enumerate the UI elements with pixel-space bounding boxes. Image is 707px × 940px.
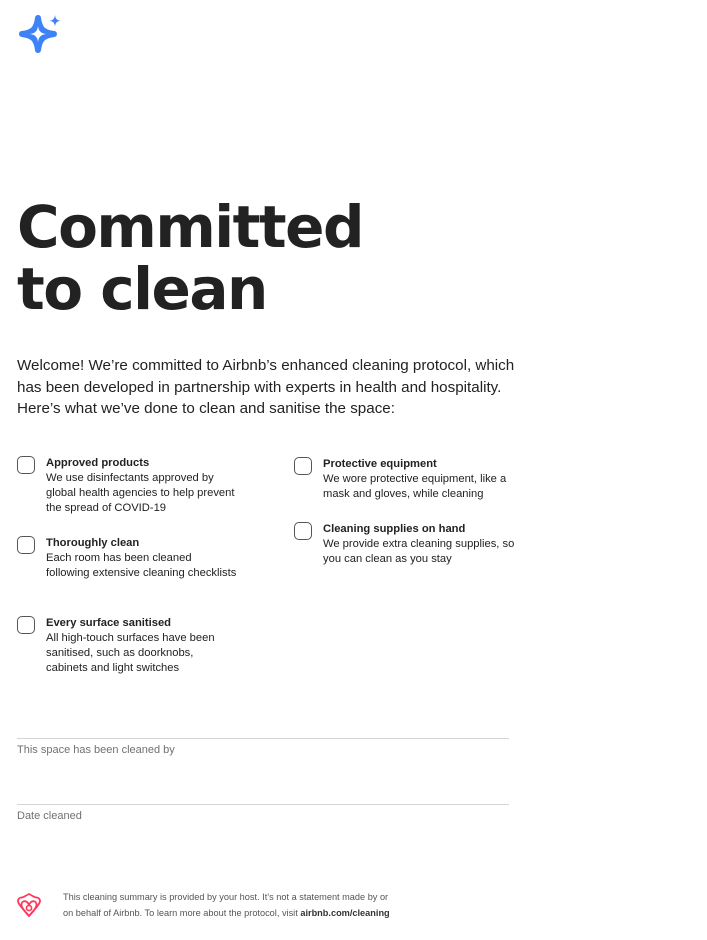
sparkle-icon <box>14 12 66 64</box>
checklist-item-title: Thoroughly clean <box>46 537 140 549</box>
page-title-line-2: to clean <box>17 255 267 323</box>
footer-line-2 <box>63 905 483 921</box>
checklist-item-title: Approved products <box>46 457 150 469</box>
checklist-item-title: Cleaning supplies on hand <box>323 523 466 535</box>
checkbox[interactable] <box>294 457 312 475</box>
checklist-item-desc: We use disinfectants approved by global health agencies to help prevent the spread of COVID-19 <box>46 472 235 514</box>
cleaned-by-line[interactable] <box>17 738 509 739</box>
checkbox[interactable] <box>294 522 312 540</box>
date-cleaned-line[interactable] <box>17 804 509 805</box>
airbnb-logo-icon <box>16 892 42 920</box>
checklist-item-desc: We wore protective equipment, like a mask and gloves, while cleaning <box>323 473 507 500</box>
checklist-item-thoroughly-clean <box>17 536 237 581</box>
footer-line-1: This cleaning summary is provided by your host. It’s not a statement made by or <box>63 892 389 902</box>
cleaned-by-label: This space has been cleaned by <box>17 744 175 756</box>
checklist-item-every-surface-sanitised <box>17 616 237 676</box>
cleaning-link[interactable]: airbnb.com/cleaning <box>300 908 390 918</box>
checklist-item-desc: We provide extra cleaning supplies, so you can clean as you stay <box>323 538 515 565</box>
checklist-item-desc: Each room has been cleaned following extensive cleaning checklists <box>46 552 237 579</box>
checklist-item-protective-equipment <box>294 457 524 502</box>
page-title <box>17 193 363 323</box>
checklist-item-approved-products <box>17 456 237 516</box>
page-title-line-1: Committed <box>17 193 363 261</box>
checklist-item-title: Every surface sanitised <box>46 617 171 629</box>
checkbox[interactable] <box>17 616 35 634</box>
footer-line-2-text: on behalf of Airbnb. To learn more about the protocol, visit <box>63 908 301 918</box>
checkbox[interactable] <box>17 536 35 554</box>
checklist-item-desc: All high-touch surfaces have been sanitised, such as doorknobs, cabinets and light switches <box>46 632 215 674</box>
checklist-item-cleaning-supplies <box>294 522 524 567</box>
checkbox[interactable] <box>17 456 35 474</box>
date-cleaned-label: Date cleaned <box>17 810 82 822</box>
intro-paragraph: Welcome! We’re committed to Airbnb’s enhanced cleaning protocol, which has been developed in partnership with experts in health and hospitality. Here’s what we’ve done to clean and sanitise the space: <box>17 357 515 417</box>
checklist-item-title: Protective equipment <box>323 458 437 470</box>
footer-disclaimer <box>63 889 483 921</box>
